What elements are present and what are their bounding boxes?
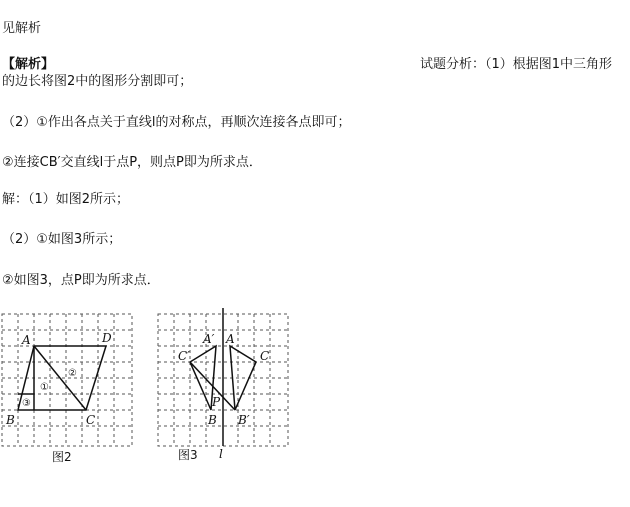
analysis-line-2: （2）①作出各点关于直线l的对称点，再顺次连接各点即可；: [2, 115, 351, 130]
fig3-label-A: A: [226, 332, 235, 346]
fig2-region-1: ①: [40, 382, 49, 393]
solution-line-1: 解：（1）如图2所示；: [2, 192, 130, 207]
solution-line-3: ②如图3，点P即为所求点．: [2, 273, 160, 288]
fig2-label-B: B: [6, 413, 15, 427]
analysis-line-3: ②连接CB′交直线l于点P，则点P即为所求点．: [2, 155, 262, 170]
fig2-region-2: ②: [68, 368, 77, 379]
fig2-label-A: A: [22, 333, 31, 347]
figure-3: [156, 308, 301, 468]
analysis-heading: 试题分析：（1）根据图1中三角形: [420, 57, 613, 72]
section-label: 【解析】: [2, 57, 55, 72]
fig3-label-B: B: [208, 413, 217, 427]
solution-line-2: （2）①如图3所示；: [2, 232, 122, 247]
fig2-caption: 图2: [52, 450, 72, 464]
fig3-label-C-prime: C′: [178, 349, 190, 363]
fig2-label-C: C: [86, 413, 96, 427]
fig3-label-C: C: [260, 349, 270, 363]
fig3-label-P: P: [212, 395, 221, 409]
fig2-label-D: D: [102, 331, 112, 345]
analysis-line-1: 的边长将图2中的图形分割即可；: [2, 74, 193, 89]
fig3-caption: 图3: [178, 448, 198, 462]
answer-text: 见解析: [2, 21, 42, 36]
figure-2: [0, 308, 140, 468]
fig3-label-l: l: [219, 447, 223, 461]
fig3-label-A-prime: A′: [203, 332, 215, 346]
fig3-label-B-prime: B′: [238, 413, 250, 427]
fig2-region-3: ③: [22, 398, 31, 409]
